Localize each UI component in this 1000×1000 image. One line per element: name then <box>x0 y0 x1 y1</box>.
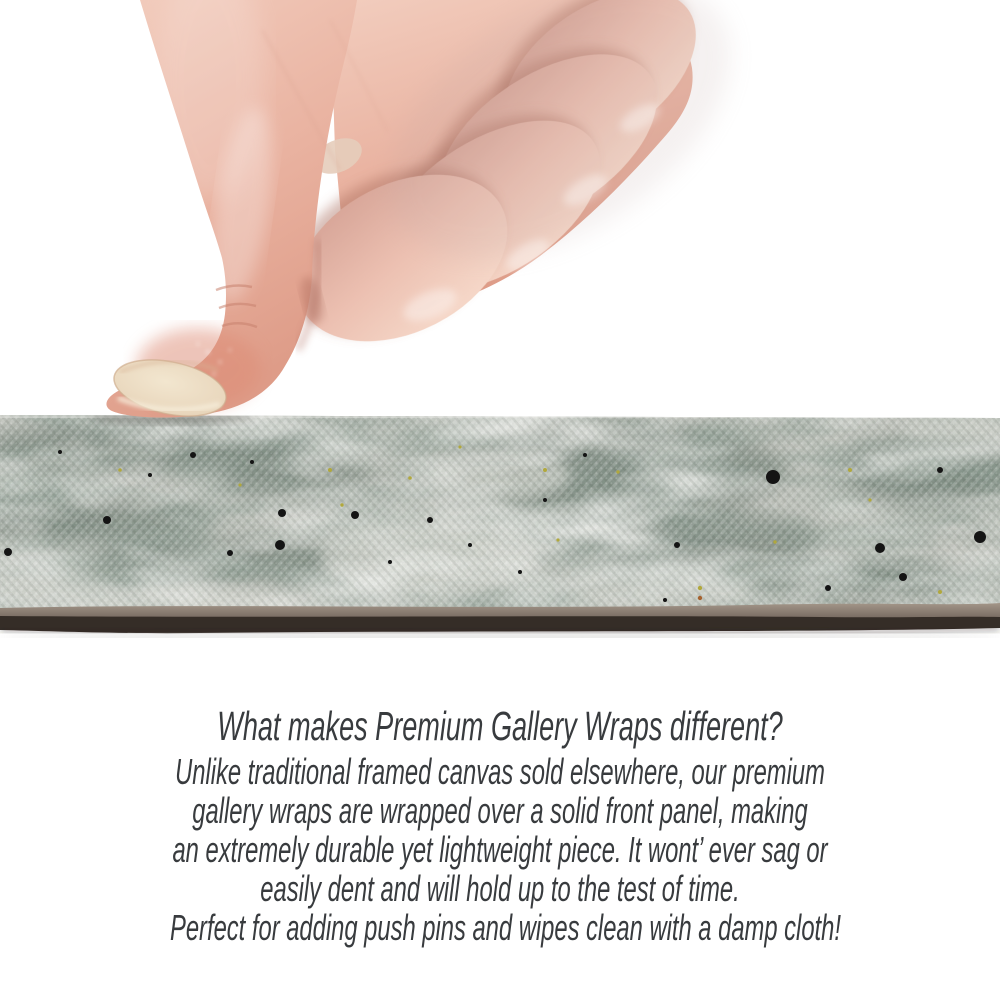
headline: What makes Premium Gallery Wraps different? <box>217 703 783 749</box>
canvas-texture <box>0 412 1000 617</box>
canvas-strip-illustration <box>0 412 1000 638</box>
canvas-wrap-edge-photo <box>0 412 1000 638</box>
orange-fleck <box>698 596 702 600</box>
hand-pressing-canvas-illustration <box>0 0 1000 420</box>
body-line-2: gallery wraps are wrapped over a solid front panel, making <box>192 790 808 831</box>
panel-edge <box>0 603 1000 638</box>
marketing-copy <box>170 703 841 948</box>
body-line-4: easily dent and will hold up to the test of time. <box>260 868 740 909</box>
body-line-3: an extremely durable yet lightweight piece. It wont’ ever sag or <box>172 829 828 870</box>
hand-photo <box>0 0 1000 420</box>
body-line-1: Unlike traditional framed canvas sold elsewhere, our premium <box>175 751 825 792</box>
body-line-5: Perfect for adding push pins and wipes clean with a damp cloth! <box>170 907 841 948</box>
